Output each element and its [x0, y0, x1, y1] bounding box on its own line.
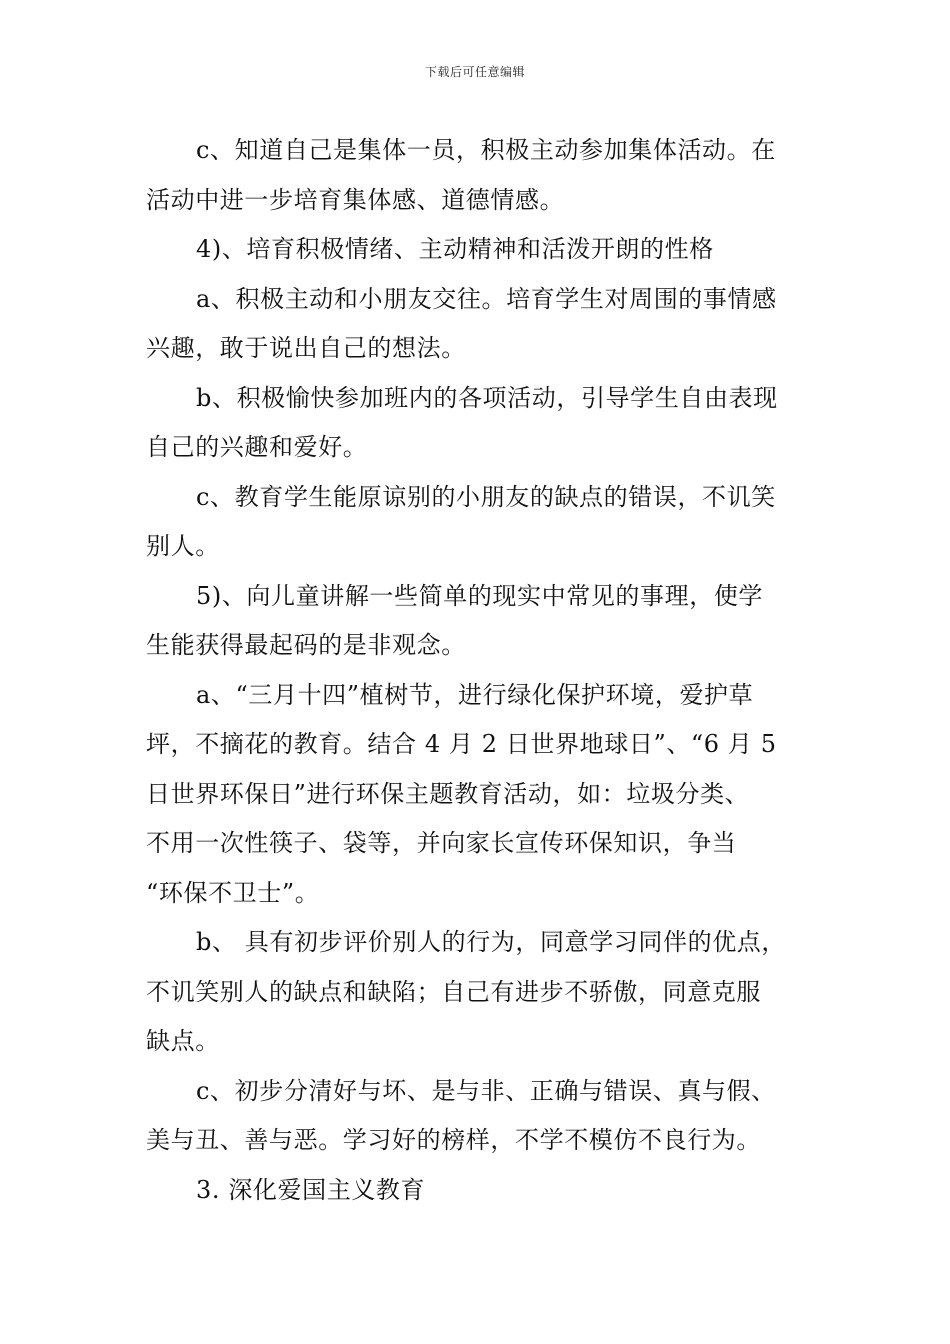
paragraph-line: 不讥笑别人的缺点和缺陷；自己有进步不骄傲，同意克服 — [146, 977, 761, 1006]
paragraph-3 — [146, 275, 818, 374]
paragraph-line: c、教育学生能原谅别的小朋友的缺点的错误，不讥笑 — [196, 482, 776, 511]
paragraph-line: 兴趣，敢于说出自己的想法。 — [146, 334, 466, 362]
paragraph-7 — [146, 671, 818, 919]
paragraph-1 — [146, 126, 818, 225]
paragraph-6 — [146, 572, 818, 671]
paragraph-line: 自己的兴趣和爱好。 — [146, 433, 368, 461]
paragraph-8 — [146, 918, 818, 1067]
paragraph-line: b、积极愉快参加班内的各项活动，引导学生自由表现 — [196, 383, 778, 412]
paragraph-line: “环保不卫士”。 — [146, 878, 320, 907]
paragraph-line: c、知道自己是集体一员，积极主动参加集体活动。在 — [196, 136, 776, 164]
paragraph-line: 生能获得最起码的是非观念。 — [146, 631, 466, 659]
paragraph-line: 日世界环保日”进行环保主题教育活动，如：垃圾分类、 — [146, 779, 750, 808]
paragraph-line: c、初步分清好与坏、是与非、正确与错误、真与假、 — [196, 1076, 776, 1105]
paragraph-9 — [146, 1067, 818, 1166]
paragraph-line: 别人。 — [146, 532, 220, 560]
paragraph-line: 美与丑、善与恶。学习好的榜样，不学不模仿不良行为。 — [146, 1126, 761, 1154]
paragraph-line: a、积极主动和小朋友交往。培育学生对周围的事情感 — [196, 284, 777, 313]
paragraph-line: 5)、向儿童讲解一些简单的现实中常见的事理，使学 — [196, 581, 764, 610]
paragraph-line: 活动中进一步培育集体感、道德情感。 — [146, 185, 565, 214]
paragraph-line: a、“三月十四”植树节，进行绿化保护环境，爱护草 — [196, 680, 754, 709]
paragraph-2 — [146, 225, 818, 275]
paragraph-4 — [146, 374, 818, 473]
paragraph-5 — [146, 473, 818, 572]
paragraph-line: 4)、培育积极情绪、主动精神和活泼开朗的性格 — [196, 235, 714, 263]
paragraph-line: 3. 深化爱国主义教育 — [196, 1175, 426, 1204]
paragraph-line: 坪，不摘花的教育。结合 4 月 2 日世界地球日”、“6 月 5 — [146, 730, 777, 758]
paragraph-10 — [146, 1166, 818, 1216]
page-header: 下载后可任意编辑 — [424, 65, 525, 79]
paragraph-line: b、 具有初步评价别人的行为，同意学习同伴的优点， — [196, 928, 786, 956]
paragraph-line: 不用一次性筷子、袋等，并向家长宣传环保知识，争当 — [146, 829, 737, 857]
paragraph-line: 缺点。 — [146, 1027, 220, 1055]
document-body — [146, 126, 818, 1215]
